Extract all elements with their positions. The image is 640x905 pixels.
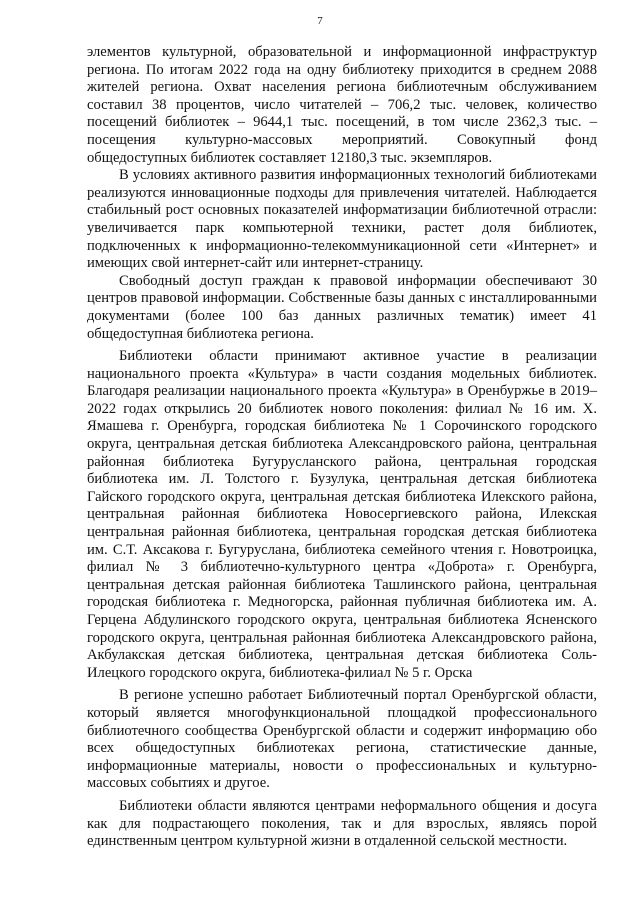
paragraph-statistics: элементов культурной, образовательной и информационной инфраструктур региона. По итогам 2022 года на одну библиотеку приходится в среднем 2088 жителей региона. Охват населения региона библиотечным обслуживанием составил 38 процентов, число читателей – 706,2 тыс. человек, количество посещений библиотек – 9644,1 тыс. посещений, в том числе 2362,3 тыс. – посещения культурно-массовых мероприятий. Совокупный фонд общедоступных библиотек составляет 12180,3 тыс. экземпляров. (87, 44, 597, 166)
page-number: 7 (317, 15, 323, 27)
document-body (87, 44, 597, 851)
paragraph-model-libraries: Библиотеки области принимают активное участие в реализации национального проекта «Культура» в части создания модельных библиотек. Благодаря реализации национального проекта «Культура» в Оренбуржье в 2019–2022 годах открылись 20 библиотек нового поколения: филиал № 16 им. Х. Ямашева г. Оренбурга, городская библиотека № 1 Сорочинского городского округа, центральная детская библиотека Александровского района, центральная районная библиотека Бугурусланского района, центральная городская библиотека им. Л. Толстого г. Бузулука, центральная детская библиотека Гайского городского округа, центральная детская библиотека Илекского района, центральная районная библиотека Новосергиевского района, Илекская центральная районная библиотека, центральная городская детская библиотека им. С.Т. Аксакова г. Бугуруслана, библиотека семейного чтения г. Новотроицка, филиал № 3 библиотечно-культурного центра «Доброта» г. Оренбурга, центральная детская районная библиотека Ташлинского района, центральная городская библиотека г. Медногорска, районная публичная библиотека им. А. Герцена Абдулинского городского округа, центральная библиотека Ясненского городского округа, центральная районная библиотека Александровского района, Акбулакская детская библиотека, центральная детская библиотека Соль-Илецкого городского округа, библиотека-филиал № 5 г. Орска (87, 348, 597, 681)
paragraph-information-technologies: В условиях активного развития информационных технологий библиотеками реализуются инновационные подходы для привлечения читателей. Наблюдается стабильный рост основных показателей информатизации библиотечной отрасли: увеличивается парк компьютерной техники, растет доля библиотек, подключенных к информационно-телекоммуникационной сети «Интернет» и имеющих свой интернет-сайт или интернет-страницу. (87, 167, 597, 272)
paragraph-legal-information: Свободный доступ граждан к правовой информации обеспечивают 30 центров правовой информации. Собственные базы данных с инсталлированными документами (более 100 баз данных различных тематик) имеет 41 общедоступная библиотека региона. (87, 272, 597, 342)
paragraph-informal-communication: Библиотеки области являются центрами неформального общения и досуга как для подрастающего поколения, так и для взрослых, являясь порой единственным центром культурной жизни в отдаленной сельской местности. (87, 797, 597, 850)
paragraph-library-portal: В регионе успешно работает Библиотечный портал Оренбургской области, который является многофункциональной площадкой профессионального библиотечного сообщества Оренбургской области и содержит информацию обо всех общедоступных библиотеках региона, статистические данные, информационные материалы, новости о профессиональных и культурно-массовых событиях и другое. (87, 687, 597, 792)
